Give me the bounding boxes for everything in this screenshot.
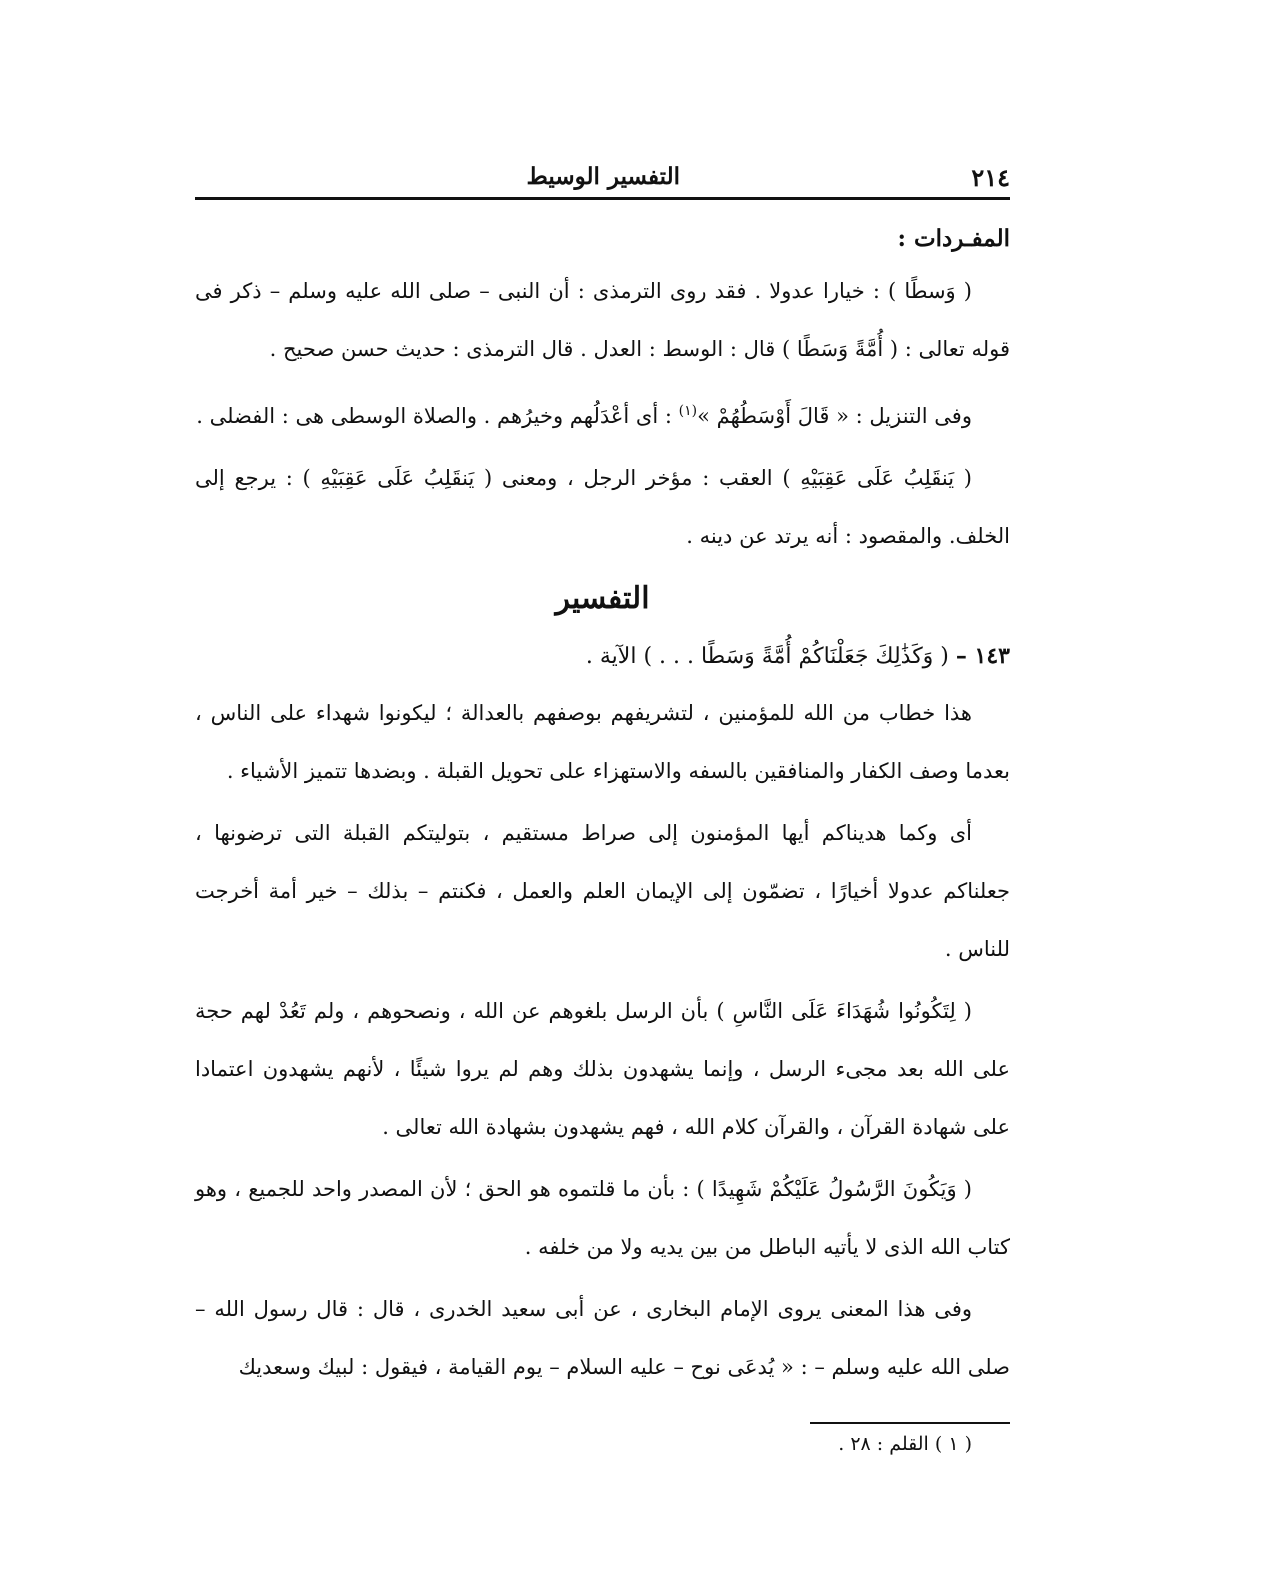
footnote-marker: (١) [678,403,698,419]
tafsir-paragraph-3: ( لِتَكُونُوا شُهَدَاءَ عَلَى النَّاسِ ) بأن الرسل بلغوهم عن الله ، ونصحوهم ، ولم تَعُدْ لهم حجة على الله بعد مجىء الرسل ، وإنما يشهدون بذلك وهم لم يروا شيئًا ، لأنهم يشهدون اعتمادا على شهادة القرآن ، والقرآن كلام الله ، فهم يشهدون بشهادة الله تعالى . [195,999,1010,1139]
vocabulary-label: المفـردات : [897,225,1010,252]
tafsir-paragraph-1: هذا خطاب من الله للمؤمنين ، لتشريفهم بوصفهم بالعدالة ؛ ليكونوا شهداء على الناس ، بعدما وصف الكفار والمنافقين بالسفه والاستهزاء على تحويل القبلة . وبضدها تتميز الأشياء . [195,701,1010,783]
running-title: التفسير الوسيط [526,163,680,190]
verse-number: ١٤٣ – [955,643,1010,669]
vocabulary-paragraph-3: ( يَنقَلِبُ عَلَى عَقِبَيْهِ ) العقب : مؤخر الرجل ، ومعنى ( يَنقَلِبُ عَلَى عَقِبَيْهِ ) : يرجع إلى الخلف. والمقصود : أنه يرتد عن دينه . [195,466,1010,548]
footnote-rule [810,1422,1010,1424]
verse-line [195,629,1010,684]
tafsir-paragraph-4: ( وَيَكُونَ الرَّسُولُ عَلَيْكُمْ شَهِيدًا ) : بأن ما قلتموه هو الحق ؛ لأن المصدر واحد للجميع ، وهو كتاب الله الذى لا يأتيه الباطل من بين يديه ولا من خلفه . [195,1177,1010,1259]
footnote: ( ١ ) القلم : ٢٨ . [838,1433,972,1455]
page-header [195,155,1010,199]
verse-text: ( وَكَذَٰلِكَ جَعَلْنَاكُمْ أُمَّةً وَسَطًا . . . ) الآية . [585,644,956,669]
vocabulary-paragraph-2 [195,382,1010,445]
tafsir-paragraph-2: أى وكما هديناكم أيها المؤمنون إلى صراط مستقيم ، بتوليتكم القبلة التى ترضونها ، جعلناكم عدولا أخيارًا ، تضمّون إلى الإيمان العلم والعمل ، فكنتم – بذلك – خير أمة أخرجت للناس . [195,821,1010,961]
vocabulary-paragraph-1: ( وَسطًا ) : خيارا عدولا . فقد روى الترمذى : أن النبى – صلى الله عليه وسلم – ذكر فى قوله تعالى : ( أُمَّةً وَسَطًا ) قال : الوسط : العدل . قال الترمذى : حديث حسن صحيح . [195,279,1010,361]
tafsir-paragraph-5: وفى هذا المعنى يروى الإمام البخارى ، عن أبى سعيد الخدرى ، قال : قال رسول الله – صلى الله عليه وسلم – : « يُدعَى نوح – عليه السلام – يوم القيامة ، فيقول : لبيك وسعديك [195,1297,1010,1379]
book-page [195,155,1010,1455]
tafsir-heading: التفسير [555,581,650,616]
vocabulary-paragraph-2-lead: وفى التنزيل : « قَالَ أَوْسَطُهُمْ » [697,404,972,428]
header-rule [195,197,1010,200]
vocabulary-paragraph-2-rest: : أى أعْدَلُهم وخيرُهم . والصلاة الوسطى هى : الفضلى . [196,404,679,428]
page-number: ٢١٤ [971,163,1010,192]
